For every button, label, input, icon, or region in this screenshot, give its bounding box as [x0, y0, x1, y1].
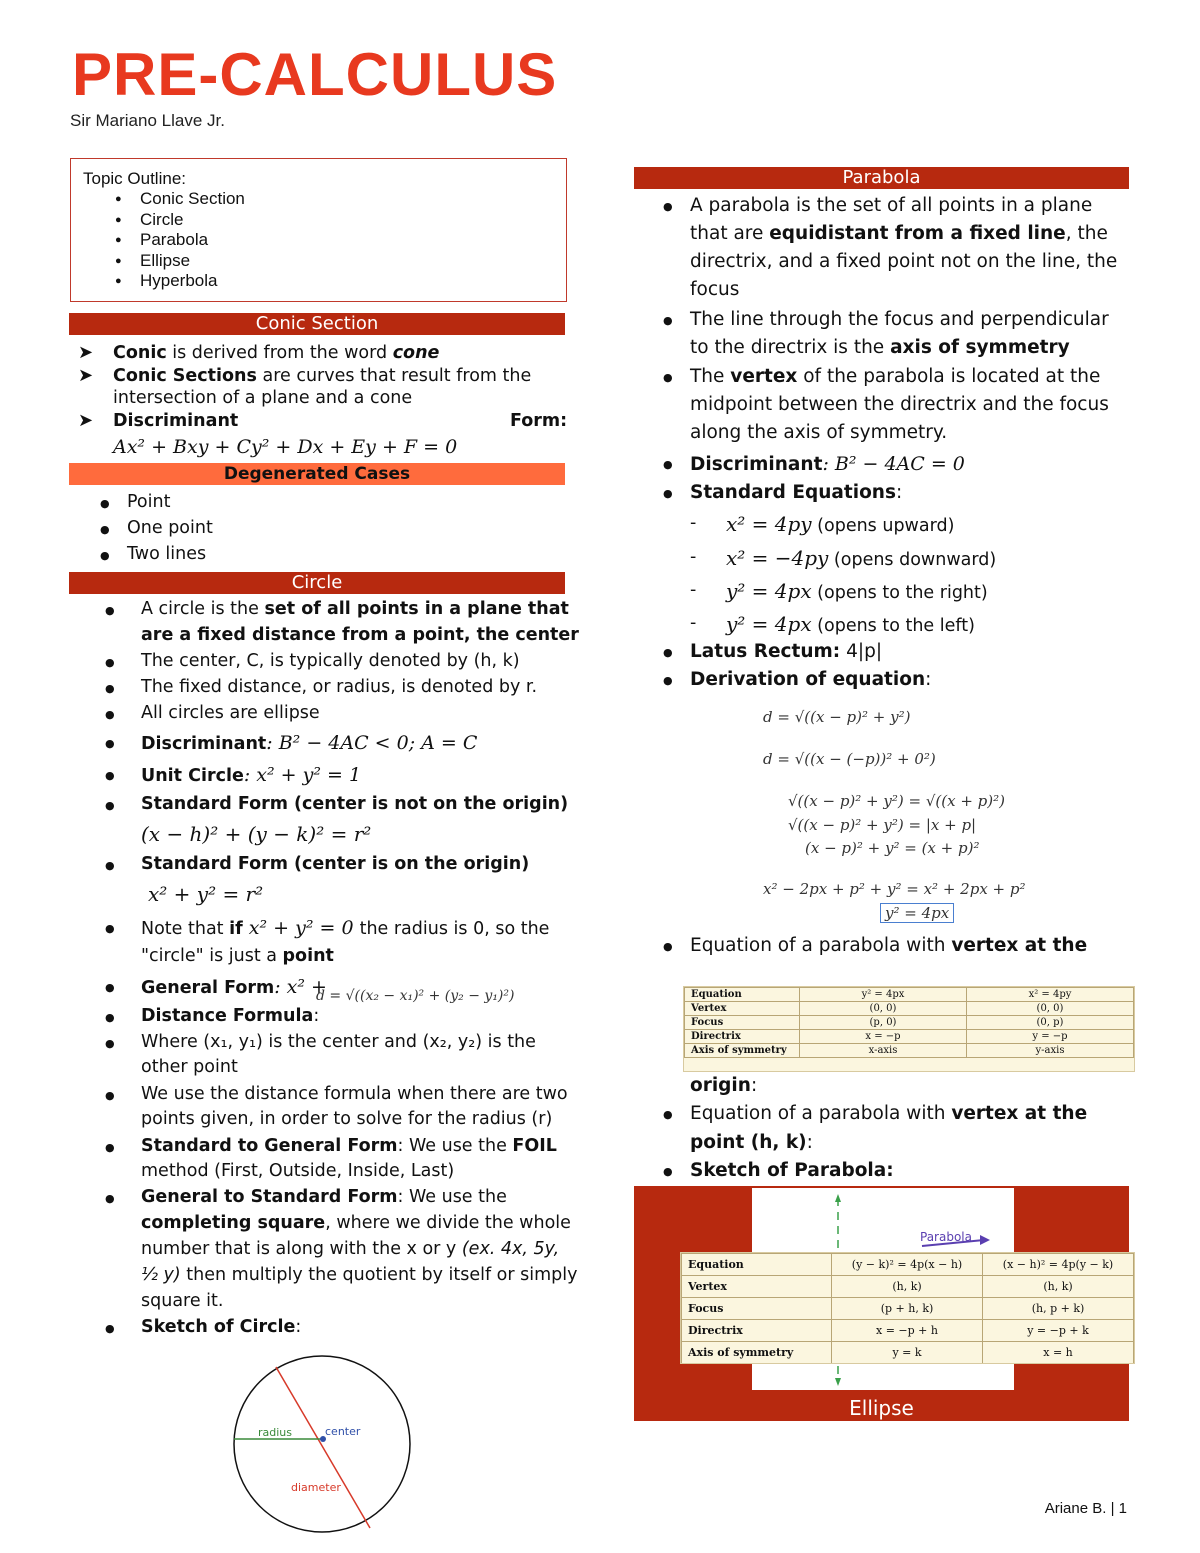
circle-outline: [234, 1356, 410, 1532]
circle-discriminant: Discriminant: B² − 4AC < 0; A = C: [141, 732, 478, 754]
table-row: Equation y² = 4px x² = 4py: [685, 988, 1134, 1002]
page-title: PRE-CALCULUS: [72, 41, 558, 108]
latus-rectum: Latus Rectum: 4|p|: [690, 641, 883, 662]
parabola-discriminant: Discriminant: B² − 4AC = 0: [690, 453, 965, 475]
outline-heading: Topic Outline:: [83, 169, 186, 188]
center-label: center: [325, 1425, 361, 1438]
dash-icon: -: [690, 547, 697, 567]
where-line: Where (x₁, y₁) is the center and (x₂, y₂) is the: [141, 1032, 536, 1052]
sketch-parabola-word: Parabola: [920, 1230, 972, 1244]
axis-line-cont: to the directrix is the axis of symmetry: [690, 337, 1070, 358]
circle-center: The center, C, is typically denoted by (h, k): [141, 651, 520, 671]
axis-line: The line through the focus and perpendicular: [690, 309, 1109, 330]
table-row: Directrix x = −p + h y = −p + k: [682, 1320, 1134, 1342]
vertex-line: The vertex of the parabola is located at the: [690, 366, 1101, 387]
bullet-icon: ●: [100, 497, 110, 510]
table-row: Focus (p + h, k) (h, p + k): [682, 1298, 1134, 1320]
general-conic-equation: Ax² + Bxy + Cy² + Dx + Ey + F = 0: [113, 436, 458, 458]
circle-note: Note that if x² + y² = 0 the radius is 0, so the: [141, 917, 550, 939]
bullet-icon: ●: [105, 1089, 115, 1102]
bullet-icon: ●: [663, 371, 673, 384]
circle-note-cont: "circle" is just a point: [141, 946, 334, 966]
sketch-parabola-label: Sketch of Parabola:: [690, 1160, 894, 1181]
diameter-line: [276, 1367, 370, 1528]
derivation-line: √((x − p)² + y²) = √((x + p)²): [788, 792, 1005, 810]
table-row: Axis of symmetry x-axis y-axis: [685, 1044, 1134, 1058]
table-row: Directrix x = −p y = −p: [685, 1030, 1134, 1044]
general-to-standard: General to Standard Form: We use the: [141, 1187, 507, 1207]
conic-item-1: Conic is derived from the word cone: [113, 343, 440, 363]
parabola-def: A parabola is the set of all points in a plane: [690, 195, 1093, 216]
bullet-icon: ●: [105, 769, 115, 782]
where-line-cont: other point: [141, 1057, 238, 1077]
derivation-result: y² = 4px: [880, 903, 954, 923]
vertex-line-cont: midpoint between the directrix and the focus: [690, 394, 1109, 415]
derivation-label: Derivation of equation:: [690, 669, 932, 690]
bullet-icon: ●: [105, 656, 115, 669]
std-eq-item: y² = 4px (opens to the left): [726, 612, 975, 636]
topic-outline: [70, 158, 567, 302]
std-eq-item: x² = 4py (opens upward): [726, 512, 955, 536]
use-line-cont: points given, in order to solve for the radius (r): [141, 1109, 553, 1129]
vertex-origin-table: [683, 986, 1135, 1072]
parabola-header: Parabola: [634, 167, 1129, 189]
standard-form-equation: (x − h)² + (y − k)² = r²: [141, 822, 372, 846]
parabola-sketch-block: [634, 1186, 1129, 1421]
outline-item: ● Circle: [105, 210, 554, 231]
dash-icon: -: [690, 613, 697, 633]
bullet-icon: ●: [105, 981, 115, 994]
degenerate-item: One point: [127, 518, 213, 538]
outline-item: ● Parabola: [105, 230, 554, 251]
bullet-icon: ●: [663, 674, 673, 687]
std-eq-item: x² = −4py (opens downward): [726, 546, 997, 570]
bullet-icon: ●: [663, 458, 673, 471]
table-row: Vertex (h, k) (h, k): [682, 1276, 1134, 1298]
bullet-icon: ●: [105, 737, 115, 750]
circle-radius: The fixed distance, or radius, is denoted by r.: [141, 677, 538, 697]
table-row: Equation (y − k)² = 4p(x − h) (x − h)² = 4p(y − k): [682, 1254, 1134, 1276]
conic-section-header: Conic Section: [69, 313, 565, 335]
bullet-icon: ●: [663, 1165, 673, 1178]
degenerate-item: Two lines: [127, 544, 207, 564]
derivation-line: (x − p)² + y² = (x + p)²: [805, 839, 980, 857]
sketch-circle-label: Sketch of Circle:: [141, 1317, 302, 1337]
bullet-icon: ●: [663, 1108, 673, 1121]
bullet-icon: ●: [105, 682, 115, 695]
bullet-icon: ●: [105, 1037, 115, 1050]
form-label: Form:: [510, 411, 568, 431]
arrow-bullet-icon: ➤: [78, 342, 94, 363]
bullet-icon: ●: [663, 940, 673, 953]
bullet-icon: ●: [105, 708, 115, 721]
circle-def-cont: are a fixed distance from a point, the center: [141, 625, 579, 645]
vertex-line-cont2: along the axis of symmetry.: [690, 422, 948, 443]
bullet-icon: ●: [663, 200, 673, 213]
arrow-bullet-icon: ➤: [78, 365, 94, 386]
table-row: Focus (p, 0) (0, p): [685, 1016, 1134, 1030]
conic-item-2-cont: intersection of a plane and a cone: [113, 388, 413, 408]
parabola-def-cont3: focus: [690, 279, 740, 300]
table-row: Axis of symmetry y = k x = h: [682, 1342, 1134, 1364]
dash-icon: -: [690, 580, 697, 600]
bullet-icon: ●: [105, 1322, 115, 1335]
degenerated-cases-header: Degenerated Cases: [69, 463, 565, 485]
circle-header: Circle: [69, 572, 565, 594]
vertex-hk-table: [680, 1252, 1135, 1364]
standard-equations-label: Standard Equations:: [690, 482, 903, 503]
general-to-standard-cont2: number that is along with the x or y (ex. 4x, 5y,: [141, 1239, 560, 1259]
derivation-line: d = √((x − p)² + y²): [763, 708, 911, 726]
equation-hk-cont: point (h, k):: [690, 1132, 813, 1153]
standard-to-general-cont: method (First, Outside, Inside, Last): [141, 1161, 455, 1181]
bullet-icon: ●: [105, 859, 115, 872]
parabola-def-cont: that are equidistant from a fixed line, the: [690, 223, 1108, 244]
conic-item-2: Conic Sections are curves that result from the: [113, 366, 532, 386]
diameter-label: diameter: [291, 1481, 341, 1494]
dash-icon: -: [690, 513, 697, 533]
derivation-line: √((x − p)² + y²) = |x + p|: [788, 816, 977, 834]
distance-formula-image: d = √((x₂ − x₁)² + (y₂ − y₁)²): [316, 988, 515, 1004]
unit-circle: Unit Circle: x² + y² = 1: [141, 764, 362, 786]
bullet-icon: ●: [105, 799, 115, 812]
bullet-icon: ●: [105, 1011, 115, 1024]
general-to-standard-cont3: ½ y) then multiply the quotient by itself or simply: [141, 1265, 578, 1285]
outline-item: ● Hyperbola: [105, 271, 554, 292]
bullet-icon: ●: [105, 1141, 115, 1154]
page-footer: Ariane B. | 1: [1044, 1500, 1127, 1517]
origin-word: origin:: [690, 1075, 758, 1096]
general-to-standard-cont4: square it.: [141, 1291, 224, 1311]
distance-formula-label: Distance Formula:: [141, 1006, 320, 1026]
bullet-icon: ●: [105, 922, 115, 935]
bullet-icon: ●: [105, 1192, 115, 1205]
standard-to-general: Standard to General Form: We use the FOIL: [141, 1136, 557, 1156]
degenerate-item: Point: [127, 492, 171, 512]
circle-ellipse: All circles are ellipse: [141, 703, 320, 723]
bullet-icon: ●: [105, 604, 115, 617]
ellipse-header: Ellipse: [849, 1396, 914, 1420]
table-row: Vertex (0, 0) (0, 0): [685, 1002, 1134, 1016]
standard-form-label: Standard Form (center is not on the origin): [141, 794, 569, 814]
bullet-icon: ●: [100, 549, 110, 562]
circle-def: A circle is the set of all points in a plane that: [141, 599, 569, 619]
std-eq-item: y² = 4px (opens to the right): [726, 579, 988, 603]
equation-hk: Equation of a parabola with vertex at the: [690, 1103, 1088, 1124]
radius-label: radius: [258, 1426, 293, 1439]
general-to-standard-cont: completing square, where we divide the whole: [141, 1213, 571, 1233]
discriminant-label: Discriminant: [113, 411, 239, 431]
standard-form-origin-label: Standard Form (center is on the origin): [141, 854, 530, 874]
arrow-bullet-icon: ➤: [78, 410, 94, 431]
author: Sir Mariano Llave Jr.: [70, 111, 225, 130]
derivation-line: x² − 2px + p² + y² = x² + 2px + p²: [763, 880, 1026, 898]
use-line: We use the distance formula when there are two: [141, 1084, 568, 1104]
parabola-def-cont2: directrix, and a fixed point not on the line, the: [690, 251, 1118, 272]
general-form: General Form: x² +: [141, 976, 327, 998]
outline-item: ● Conic Section: [105, 189, 554, 210]
bullet-icon: ●: [663, 646, 673, 659]
derivation-line: d = √((x − (−p))² + 0²): [763, 750, 936, 768]
standard-form-origin-equation: x² + y² = r²: [148, 882, 264, 906]
circle-sketch: [228, 1348, 418, 1548]
bullet-icon: ●: [663, 487, 673, 500]
bullet-icon: ●: [663, 314, 673, 327]
bullet-icon: ●: [100, 523, 110, 536]
equation-origin: Equation of a parabola with vertex at the: [690, 935, 1088, 956]
outline-item: ● Ellipse: [105, 251, 554, 272]
